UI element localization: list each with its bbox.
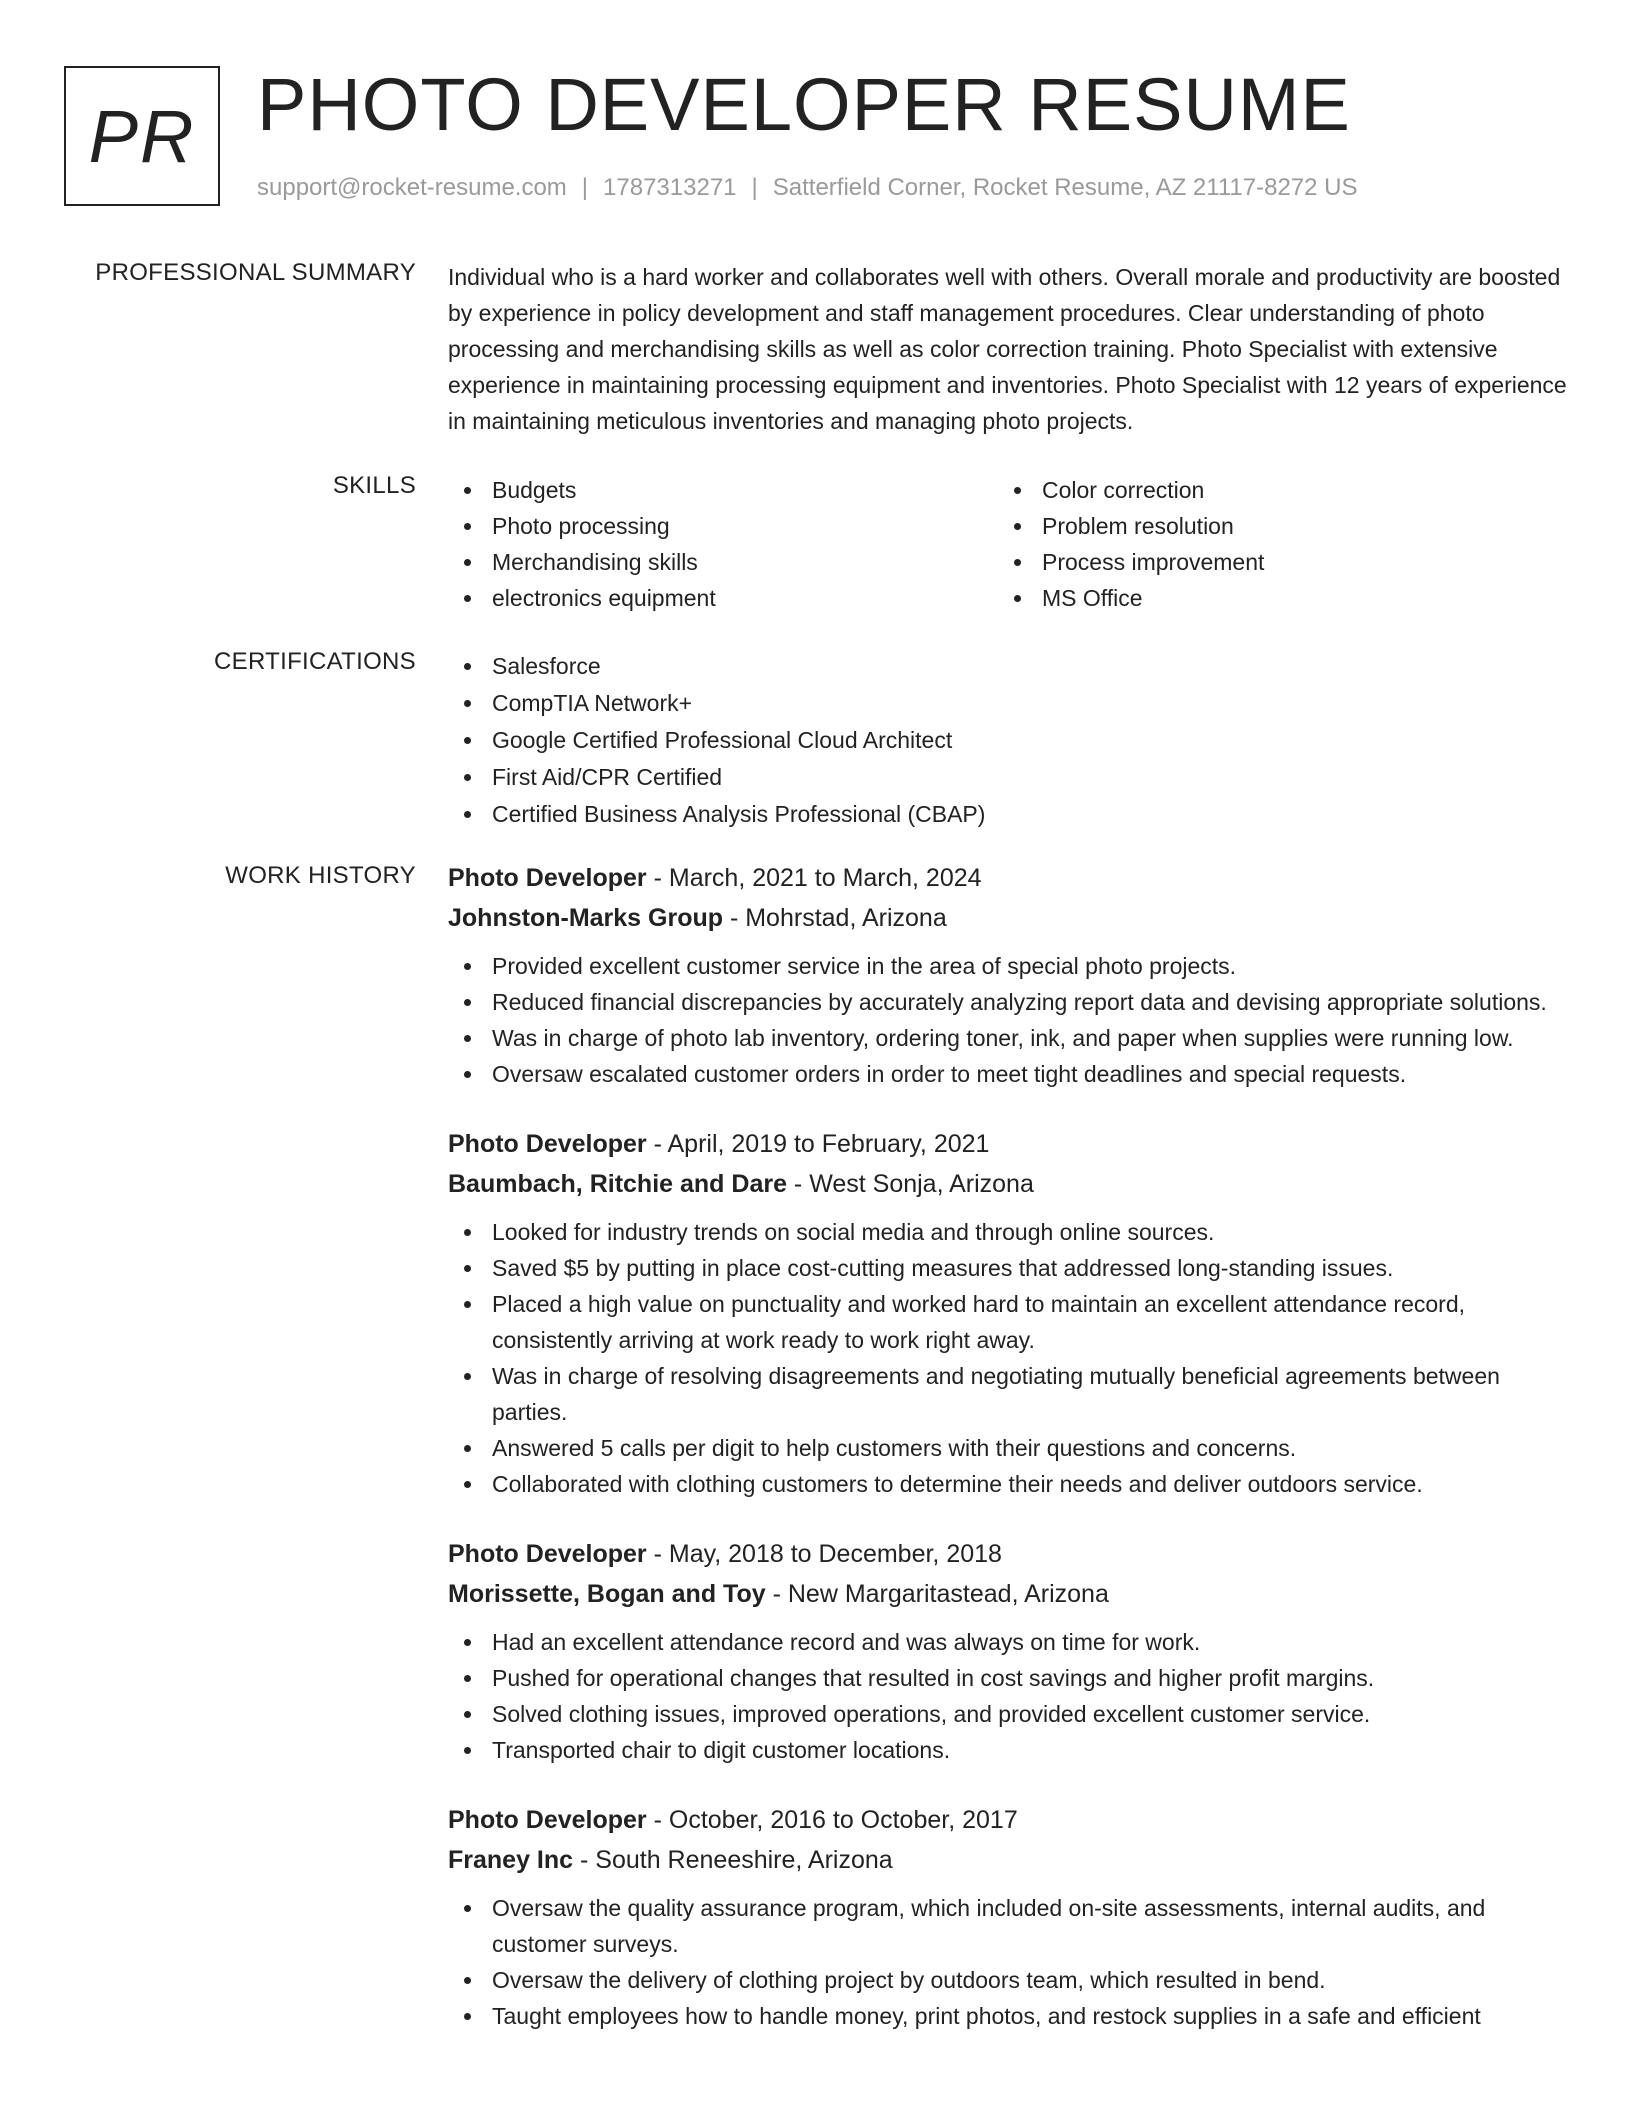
job-location: - South Reneeshire, Arizona	[573, 1846, 893, 1874]
job-entry	[448, 1800, 1570, 2034]
job-title: Photo Developer	[448, 1806, 647, 1834]
job-dates: - April, 2019 to February, 2021	[646, 1130, 990, 1158]
job-company-line	[448, 1164, 1570, 1204]
job-dates: - October, 2016 to October, 2017	[646, 1806, 1018, 1834]
job-bullet: Oversaw the delivery of clothing project by outdoors team, which resulted in bend.	[448, 1962, 1570, 1998]
job-bullet: Looked for industry trends on social media and through online sources.	[448, 1214, 1570, 1250]
job-title-line	[448, 1534, 1570, 1574]
skill-item: MS Office	[998, 580, 1548, 616]
summary-text: Individual who is a hard worker and collaborates well with others. Overall morale and productivity are boosted by experience in policy development and staff management procedures. Clear understanding of photo processing and merchandising skills as well as color correction training. Photo Specialist with extensive experience in maintaining processing equipment and inventories. Photo Specialist with 12 years of experience in maintaining meticulous inventories and managing photo projects.	[448, 264, 1567, 434]
job-company-line	[448, 898, 1570, 938]
job-entry	[448, 1534, 1570, 1768]
skill-item: Photo processing	[448, 508, 998, 544]
job-bullet: Had an excellent attendance record and was always on time for work.	[448, 1624, 1570, 1660]
job-company-line	[448, 1574, 1570, 1614]
job-bullet: Placed a high value on punctuality and worked hard to maintain an excellent attendance record, consistently arriving at work ready to work right away.	[448, 1286, 1570, 1358]
skills-column-right	[998, 472, 1548, 616]
job-bullet: Reduced financial discrepancies by accurately analyzing report data and devising appropriate solutions.	[448, 984, 1570, 1020]
work-history-content	[448, 858, 1570, 2066]
job-bullets	[448, 948, 1570, 1092]
skills-content	[448, 472, 1570, 616]
contact-line	[257, 174, 1358, 202]
skill-item: Process improvement	[998, 544, 1548, 580]
contact-separator: |	[581, 174, 589, 201]
job-bullets	[448, 1214, 1570, 1502]
job-bullet: Pushed for operational changes that resulted in cost savings and higher profit margins.	[448, 1660, 1570, 1696]
certifications-label: CERTIFICATIONS	[214, 648, 416, 675]
job-entry	[448, 858, 1570, 1092]
job-bullet: Answered 5 calls per digit to help customers with their questions and concerns.	[448, 1430, 1570, 1466]
job-title-line	[448, 858, 1570, 898]
contact-phone: 1787313271	[603, 174, 737, 201]
job-bullet: Was in charge of resolving disagreements and negotiating mutually beneficial agreements between parties.	[448, 1358, 1570, 1430]
summary-content	[448, 259, 1570, 439]
job-title-line	[448, 1800, 1570, 1840]
work-history-label: WORK HISTORY	[225, 862, 416, 889]
certification-item: Google Certified Professional Cloud Architect	[448, 722, 1570, 759]
job-bullet: Provided excellent customer service in the area of special photo projects.	[448, 948, 1570, 984]
job-bullet: Was in charge of photo lab inventory, ordering toner, ink, and paper when supplies were running low.	[448, 1020, 1570, 1056]
job-location: - New Margaritastead, Arizona	[765, 1580, 1109, 1608]
contact-separator: |	[751, 174, 758, 201]
skill-item: Budgets	[448, 472, 998, 508]
contact-email: support@rocket-resume.com	[257, 174, 567, 201]
job-company-line	[448, 1840, 1570, 1880]
job-company: Morissette, Bogan and Toy	[448, 1580, 766, 1608]
certification-item: CompTIA Network+	[448, 685, 1570, 722]
job-title: Photo Developer	[448, 1540, 647, 1568]
resume-title: PHOTO DEVELOPER RESUME	[257, 63, 1351, 146]
job-title-line	[448, 1124, 1570, 1164]
job-bullet: Taught employees how to handle money, print photos, and restock supplies in a safe and efficient	[448, 1998, 1570, 2034]
certification-item: Salesforce	[448, 648, 1570, 685]
monogram-badge: PR	[64, 66, 220, 206]
job-entry	[448, 1124, 1570, 1502]
job-company: Franey Inc	[448, 1846, 574, 1874]
job-dates: - May, 2018 to December, 2018	[646, 1540, 1002, 1568]
job-company: Baumbach, Ritchie and Dare	[448, 1170, 787, 1198]
certifications-list	[448, 648, 1570, 833]
certifications-content	[448, 648, 1570, 833]
contact-address: Satterfield Corner, Rocket Resume, AZ 21117-8272 US	[772, 174, 1358, 201]
skill-item: Merchandising skills	[448, 544, 998, 580]
job-title: Photo Developer	[448, 1130, 647, 1158]
job-company: Johnston-Marks Group	[448, 904, 724, 932]
job-bullet: Collaborated with clothing customers to determine their needs and deliver outdoors service.	[448, 1466, 1570, 1502]
skill-item: Problem resolution	[998, 508, 1548, 544]
job-bullets	[448, 1624, 1570, 1768]
certification-item: First Aid/CPR Certified	[448, 759, 1570, 796]
job-bullets	[448, 1890, 1570, 2034]
job-location: - Mohrstad, Arizona	[723, 904, 947, 932]
summary-label: PROFESSIONAL SUMMARY	[95, 259, 416, 286]
job-bullet: Solved clothing issues, improved operations, and provided excellent customer service.	[448, 1696, 1570, 1732]
skill-item: Color correction	[998, 472, 1548, 508]
certification-item: Certified Business Analysis Professional (CBAP)	[448, 796, 1570, 833]
job-bullet: Oversaw the quality assurance program, which included on-site assessments, internal audits, and customer surveys.	[448, 1890, 1570, 1962]
job-title: Photo Developer	[448, 864, 647, 892]
job-dates: - March, 2021 to March, 2024	[646, 864, 982, 892]
job-bullet: Oversaw escalated customer orders in order to meet tight deadlines and special requests.	[448, 1056, 1570, 1092]
skill-item: electronics equipment	[448, 580, 998, 616]
skills-column-left	[448, 472, 998, 616]
job-location: - West Sonja, Arizona	[786, 1170, 1034, 1198]
job-bullet: Saved $5 by putting in place cost-cutting measures that addressed long-standing issues.	[448, 1250, 1570, 1286]
job-bullet: Transported chair to digit customer locations.	[448, 1732, 1570, 1768]
resume-header	[64, 63, 1584, 210]
skills-label: SKILLS	[332, 472, 416, 499]
